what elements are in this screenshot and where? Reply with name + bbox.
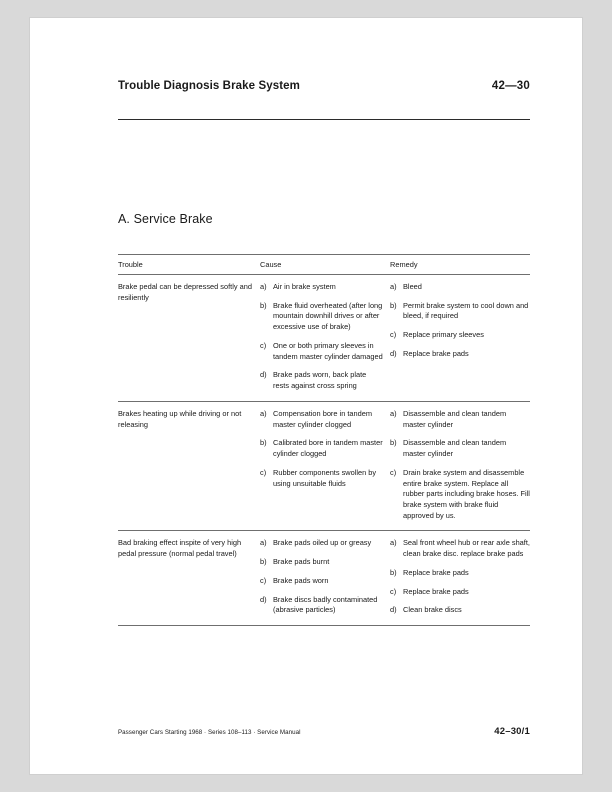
- list-item: [260, 595, 384, 616]
- item-marker: d): [390, 348, 397, 358]
- item-marker: a): [260, 282, 267, 291]
- list-item: [260, 282, 384, 293]
- list-item: [260, 301, 384, 333]
- item-text: Brake fluid overheated (after long mountain downhill drives or after excessive use of brake): [273, 300, 383, 332]
- list-item: [390, 468, 530, 522]
- row-cause-cell: [260, 538, 390, 616]
- list-item: [390, 349, 530, 360]
- table-header-row: [118, 255, 530, 274]
- list-item: [390, 301, 530, 322]
- trouble-text: Bad braking effect inspite of very high pedal pressure (normal pedal travel): [118, 538, 242, 559]
- trouble-text: Brake pedal can be depressed softly and resiliently: [118, 282, 252, 302]
- list-item: [390, 538, 530, 559]
- item-marker: c): [260, 575, 267, 585]
- item-marker: c): [390, 330, 397, 340]
- item-marker: a): [260, 538, 267, 548]
- list-item: [390, 438, 530, 459]
- item-marker: b): [390, 567, 397, 577]
- item-marker: b): [260, 438, 267, 448]
- column-header-trouble: Trouble: [118, 260, 143, 269]
- row-trouble-cell: [118, 538, 260, 616]
- header-divider: [118, 119, 530, 120]
- list-item: [260, 341, 384, 362]
- row-remedy-cell: [390, 538, 530, 616]
- row-remedy-cell: [390, 409, 530, 522]
- list-item: [260, 468, 384, 489]
- row-trouble-cell: [118, 282, 260, 392]
- page-footer: [118, 726, 530, 737]
- footer-source-line: Passenger Cars Starting 1968 · Series 108–113 · Service Manual: [118, 729, 301, 736]
- item-text: Permit brake system to cool down and bleed, if required: [403, 300, 529, 321]
- item-marker: d): [260, 594, 267, 604]
- item-marker: d): [390, 605, 397, 615]
- table-row: [118, 531, 530, 625]
- document-page: [30, 18, 582, 774]
- list-item: [260, 409, 384, 430]
- trouble-diagnosis-table: [118, 254, 530, 626]
- item-text: Rubber components swollen by using unsuitable fluids: [273, 467, 377, 488]
- item-text: One or both primary sleeves in tandem master cylinder damaged: [273, 340, 383, 361]
- footer-page-number: 42–30/1: [494, 726, 530, 737]
- item-marker: a): [390, 538, 397, 548]
- item-text: Brake pads burnt: [273, 557, 330, 567]
- table-row: [118, 275, 530, 401]
- table-row: [118, 402, 530, 531]
- item-text: Disassemble and clean tandem master cylinder: [403, 408, 507, 429]
- item-marker: c): [260, 467, 267, 477]
- item-text: Brake pads worn, back plate rests against cross spring: [273, 370, 367, 391]
- item-text: Replace brake pads: [403, 348, 469, 358]
- row-remedy-cell: [390, 282, 530, 392]
- trouble-text: Brakes heating up while driving or not releasing: [118, 408, 242, 429]
- item-marker: a): [390, 408, 397, 418]
- item-text: Bleed: [403, 282, 422, 291]
- item-text: Brake pads oiled up or greasy: [273, 538, 372, 548]
- item-text: Air in brake system: [273, 282, 336, 291]
- list-item: [390, 282, 530, 293]
- list-item: [260, 438, 384, 459]
- item-marker: c): [390, 467, 397, 477]
- item-marker: b): [390, 438, 397, 448]
- item-text: Replace primary sleeves: [403, 330, 484, 340]
- list-item: [390, 330, 530, 341]
- list-item: [390, 568, 530, 579]
- item-text: Brake pads worn: [273, 575, 329, 585]
- list-item: [390, 605, 530, 616]
- page-title: Trouble Diagnosis Brake System: [118, 80, 300, 92]
- section-title: A. Service Brake: [118, 212, 213, 226]
- header-page-number: 42—30: [491, 80, 530, 92]
- item-marker: b): [260, 300, 267, 310]
- list-item: [260, 538, 384, 549]
- list-item: [260, 576, 384, 587]
- column-header-cause: Cause: [260, 260, 282, 269]
- item-marker: b): [390, 300, 397, 310]
- item-marker: c): [390, 586, 397, 596]
- row-trouble-cell: [118, 409, 260, 522]
- list-item: [390, 409, 530, 430]
- item-marker: a): [260, 408, 267, 418]
- table-bottom-rule: [118, 625, 530, 626]
- item-text: Replace brake pads: [403, 567, 469, 577]
- list-item: [260, 370, 384, 391]
- item-marker: d): [260, 370, 267, 380]
- item-text: Compensation bore in tandem master cylinder clogged: [273, 408, 373, 429]
- item-text: Calibrated bore in tandem master cylinder clogged: [273, 438, 383, 459]
- column-header-remedy: Remedy: [390, 260, 418, 269]
- item-text: Seal front wheel hub or rear axle shaft, clean brake disc. replace brake pads: [403, 538, 530, 559]
- page-header: [118, 80, 530, 92]
- item-marker: b): [260, 557, 267, 567]
- row-cause-cell: [260, 282, 390, 392]
- list-item: [390, 587, 530, 598]
- item-text: Brake discs badly contaminated (abrasive particles): [273, 594, 378, 615]
- page-content: [118, 18, 530, 774]
- list-item: [260, 557, 384, 568]
- row-cause-cell: [260, 409, 390, 522]
- item-text: Replace brake pads: [403, 586, 469, 596]
- item-marker: c): [260, 340, 267, 350]
- item-text: Clean brake discs: [403, 605, 462, 615]
- item-marker: a): [390, 282, 397, 291]
- item-text: Disassemble and clean tandem master cylinder: [403, 438, 507, 459]
- item-text: Drain brake system and disassemble entire brake system. Replace all rubber parts including brake hoses. Fill brake system with brake fluid approved by us.: [403, 467, 530, 520]
